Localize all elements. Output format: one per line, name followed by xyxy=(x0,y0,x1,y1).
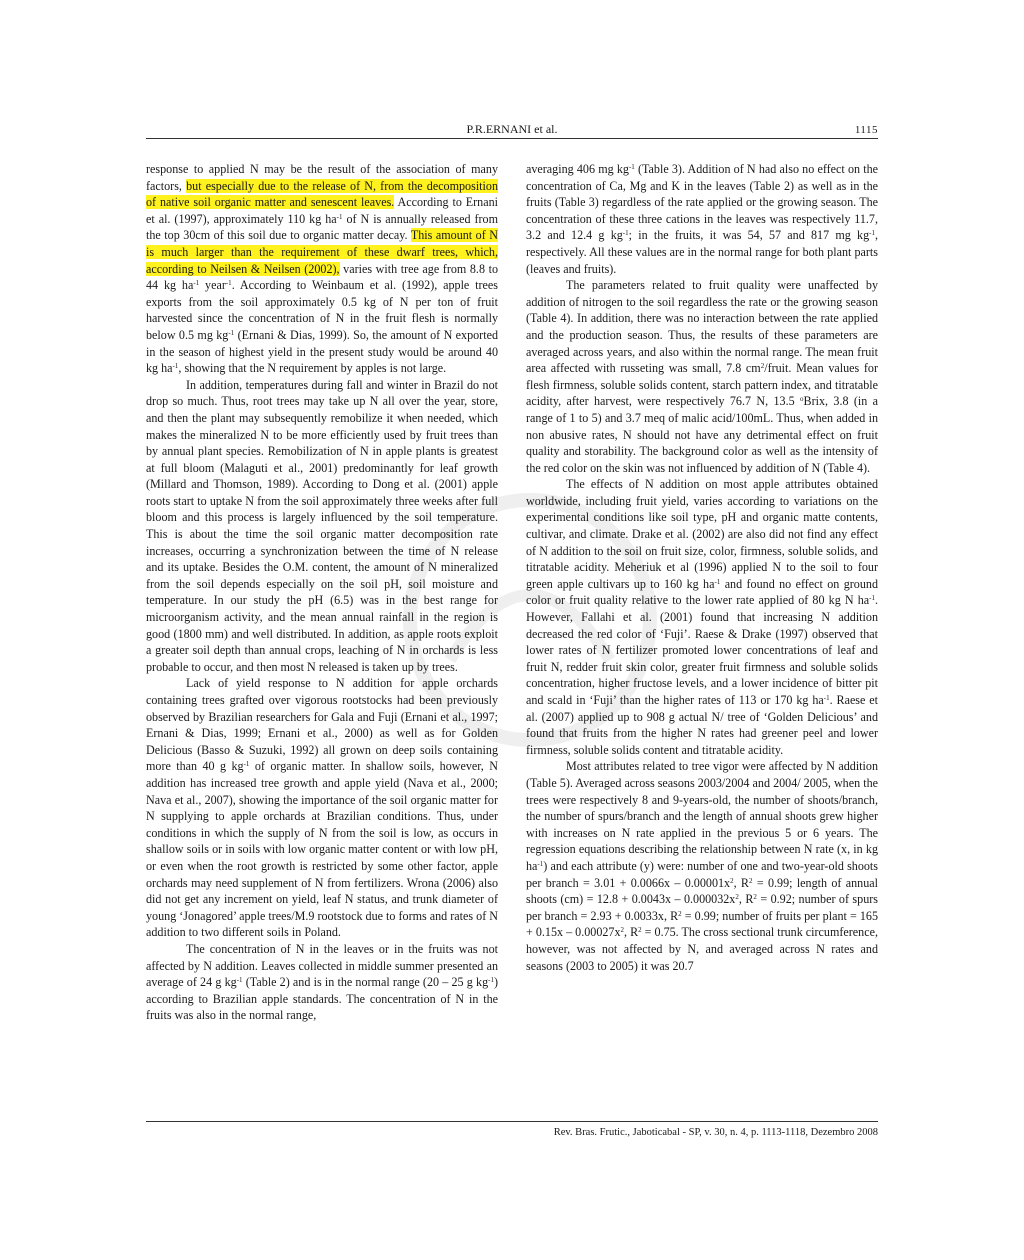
paragraph: In addition, temperatures during fall and winter in Brazil do not drop so much. Thus, root trees may take up N all over the year, store, and then the plant may subsequently remobilize it when needed, which makes the mineralized N to be more efficiently used by fruit trees than by annual plant species. Remobilization of N in apple plants is greatest at full bloom (Malaguti et al., 2001) predominantly for leaf growth (Millard and Thomson, 1989). According to Dong et al. (2001) apple roots start to uptake N from the soil approximately three weeks after full bloom and this process is largely influenced by the soil temperature. This is about the time the soil organic matter decomposition rate increases, occurring a synchronization between the time of N release and its uptake. Besides the O.M. content, the amount of N mineralized from the soil depends especially on the soil pH, soil moisture and temperature. In our study the pH (6.5) was in the best range for microorganism activity, and the mean annual rainfall in the region is good (1800 mm) and well distributed. In addition, as apple roots exploit a greater soil depth than annual crops, leaching of N in orchards is less probable to occur, and then most N released is taken up by trees. xyxy=(146,377,498,674)
running-title: P.R.ERNANI et al. xyxy=(466,122,558,136)
highlighted-text: This amount of N is much larger than the requirement of these dwarf trees, which, according to Neilsen & Neilsen (2002), xyxy=(146,228,499,276)
paragraph: The parameters related to fruit quality were unaffected by addition of nitrogen to the soil regardless the rate or the growing season (Table 4). In addition, there was no interaction between the rate applied and the production season. Thus, the results of these parameters are averaged across years, and also within the normal range. The mean fruit area affected with russeting was small, 7.8 $cm^2$/fruit. Mean values for flesh firmness, soluble solids content, starch pattern index, and titratable acidity, after harvest, were respectively 76.7 N, 13.5 $^o$Brix, 3.8 (in a range of 1 to 5) and 3.7 meq of malic acid/100mL. Thus, when added in non abusive rates, N should not have any detrimental effect on fruit quality and storability. The background color as well as the intensity of the red color on the skin was not influenced by addition of N (Table 4). xyxy=(526,278,879,475)
footer-rule xyxy=(146,1121,878,1122)
header-rule xyxy=(146,138,878,139)
paragraph: The concentration of N in the leaves or in the fruits was not affected by N addition. Leaves collected in middle summer presented an average of 24 g $kg^{-1}$ (Table 2) and is in the normal range (20 – 25 g $kg^{-1}$) according to Brazilian apple standards. The concentration of N in the fruits was also in the normal range, xyxy=(146,941,499,1023)
paragraph: averaging 406 mg $kg^{-1}$ (Table 3). Addition of N had also no effect on the concentration of Ca, Mg and K in the leaves (Table 2) as well as in the fruits (Table 3) regardless of the rate applied or the growing season. The concentration of these three cations in the leaves was respectively 11.7, 3.2 and 12.4 g $kg^{-1}$; in the fruits, it was 54, 57 and 817 mg $kg^{-1}$, respectively. All these values are in the normal range for both plant parts (leaves and fruits). xyxy=(526,162,878,276)
paragraph: The effects of N addition on most apple attributes obtained worldwide, including fruit yield, varies according to variations on the experimental conditions like soil type, pH and organic matte contents, cultivar, and climate. Drake et al. (2002) are also did not find any effect of N addition to the soil on fruit size, color, firmness, soluble solids, and titratable acidity. Meheriuk et al (1996) applied N to the soil to four green apple cultivars up to 160 kg $ha^{-1}$ and found no effect on ground color or fruit quality relative to the lower rate applied of 80 kg N $ha^{-1}$. However, Fallahi et al. (2001) found that increasing N addition decreased the red color of ‘Fuji’. Raese & Drake (1997) observed that lower rates of N fertilizer promoted lower concentrations of leaf and fruit N, redder fruit skin color, greater fruit firmness and soluble solids concentration, higher fructose levels, and a lower incidence of bitter pit and scald in ‘Fuji’ than the higher rates of 113 or 170 kg $ha^{-1}$. Raese et al. (2007) applied up to 908 g actual N/ tree of ‘Golden Delicious’ and found that fruits from the higher N rates had greener peel and lower firmness, soluble solids content and titratable acidity. xyxy=(526,477,878,757)
left-column xyxy=(146,161,498,1024)
highlighted-text: but especially due to the release of N, from the decomposition of native soil organic matter and senescent leaves. xyxy=(146,178,498,210)
right-column xyxy=(526,161,878,974)
paragraph: Most attributes related to tree vigor were affected by N addition (Table 5). Averaged across seasons 2003/2004 and 2004/ 2005, when the trees were respectively 8 and 9-years-old, the number of shoots/branch, the number of spurs/branch and the length of annual shoots grew higher with increases on N rate applied in the previous 5 or 6 years. The regression equations describing the relationship between N rate (x, in kg $ha^{-1}$) and each attribute (y) were: number of one and two-year-old shoots per branch = $3.01 + 0.0066x - 0.00001x^2$, $R^2 = 0.99$; length of annual shoots $(cm) = 12.8 + 0.0043x - 0.000032x^2$, $R^2 = 0.92$; number of spurs per branch = 2.93 + 0.0033x, $R^2 = 0.99$; number of fruits per plant = $165 + 0.15x - 0.00027x^2$, $R^2 = 0.75$. The cross sectional trunk circumference, however, was not affected by N, and averaged across N rates and seasons (2003 to 2005) it was 20.7 xyxy=(526,759,879,973)
journal-citation: Rev. Bras. Frutic., Jaboticabal - SP, v. 30, n. 4, p. 1113-1118, Dezembro 2008 xyxy=(553,1127,878,1138)
paragraph: response to applied N may be the result of the association of many factors, but especially due to the release of N, from the decomposition of native soil organic matter and senescent leaves. According to Ernani et al. (1997), approximately 110 kg $ha^{-1}$ of N is annually released from the top 30cm of this soil due to organic matter decay. This amount of N is much larger than the requirement of these dwarf trees, which, according to Neilsen & Neilsen (2002), varies with tree age from 8.8 to 44 kg $ha^{-1}$ year$^{-1}$. According to Weinbaum et al. (1992), apple trees exports from the soil approximately 0.5 kg of N per ton of fruit harvested since the concentration of N in the fruit flesh is normally below 0.5 mg $kg^{-1}$ (Ernani & Dias, 1999). So, the amount of N exported in the season of highest yield in the present study would be around 40 kg $ha^{-1}$, showing that the N requirement by apples is not large. xyxy=(146,162,499,376)
paragraph: Lack of yield response to N addition for apple orchards containing trees grafted over vigorous rootstocks had been previously observed by Brazilian researchers for Gala and Fuji (Ernani et al., 1997; Ernani & Dias, 1999; Ernani et al., 2000) as well as for Golden Delicious (Basso & Suzuki, 1992) all grown on deep soils containing more than 40 g $kg^{-1}$ of organic matter. In shallow soils, however, N addition has increased tree growth and apple yield (Nava et al., 2000; Nava et al., 2007), showing the importance of the soil organic matter for N supplying to apple orchards at Brazilian conditions. Thus, under conditions in which the supply of N from the soil is low, as occurs in shallow soils or in soils with low organic matter content or with low pH, or even when the root growth is restricted by some other factor, apple orchards may need supplement of N from fertilizers. Wrona (2006) also did not get any increment on yield, leaf N status, and trunk diameter of young ‘Jonagored’ apple trees/M.9 rootstock due to forms and rates of N addition to two different soils in Poland. xyxy=(146,676,498,940)
page-number: 1115 xyxy=(854,124,878,136)
